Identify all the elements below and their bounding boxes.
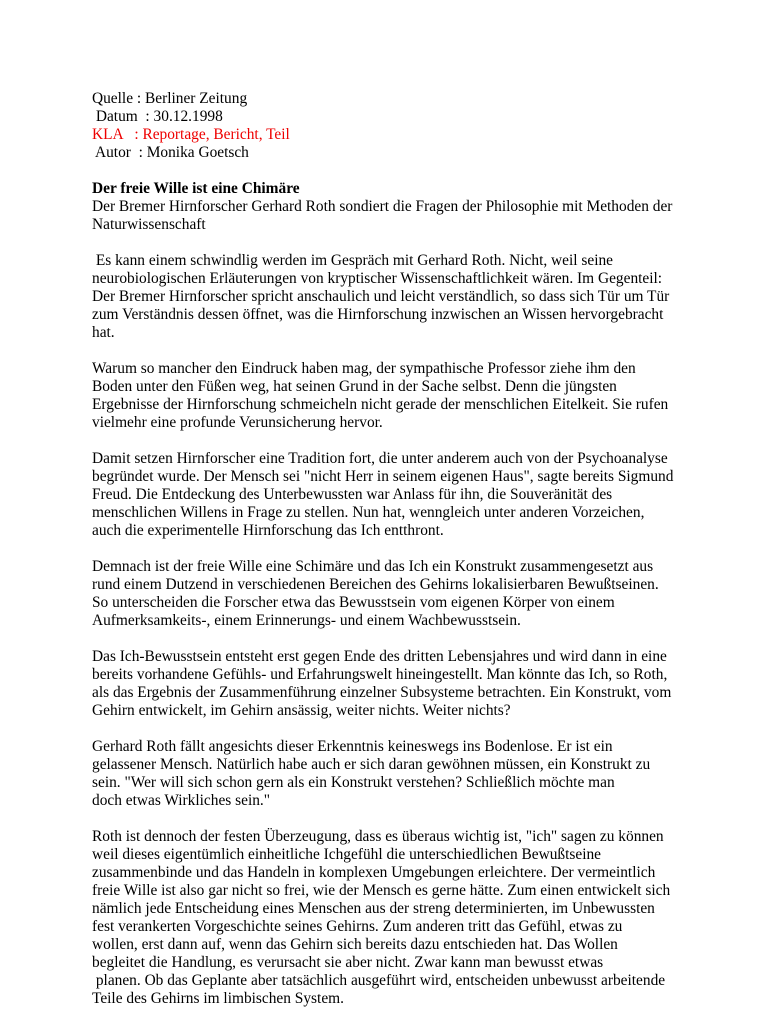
metadata-block <box>92 90 712 162</box>
paragraph-line: zusammenbinde und das Handeln in komplexen Umgebungen erleichtere. Der vermeintlich <box>92 864 656 881</box>
paragraph-line: Teile des Gehirns im limbischen System. <box>92 990 344 1007</box>
meta-kla: KLA : Reportage, Bericht, Teil <box>92 126 290 143</box>
paragraph-line: neurobiologischen Erläuterungen von kryptischer Wissenschaftlichkeit wären. Im Gegenteil: <box>92 270 663 287</box>
paragraph-line: Freud. Die Entdeckung des Unterbewussten war Anlass für ihn, die Souveränität des <box>92 486 613 503</box>
paragraph-line: rund einem Dutzend in verschiedenen Bereichen des Gehirns lokalisierbaren Bewußtseinen. <box>92 576 659 593</box>
article-body <box>92 252 712 1008</box>
paragraph-line: Boden unter den Füßen weg, hat seinen Grund in der Sache selbst. Denn die jüngsten <box>92 378 617 395</box>
article-subtitle <box>92 198 712 234</box>
paragraph-line: doch etwas Wirkliches sein." <box>92 792 271 809</box>
paragraph-line: planen. Ob das Geplante aber tatsächlich ausgeführt wird, entscheiden unbewusst arbeitende <box>92 972 666 989</box>
subtitle-line: Der Bremer Hirnforscher Gerhard Roth sondiert die Fragen der Philosophie mit Methoden der <box>92 198 673 215</box>
article-paragraph <box>92 828 712 1008</box>
document-page <box>92 90 712 1008</box>
paragraph-line: begleitet die Handlung, es verursacht sie aber nicht. Zwar kann man bewusst etwas <box>92 954 604 971</box>
meta-date: Datum : 30.12.1998 <box>92 108 223 125</box>
paragraph-line: begründet wurde. Der Mensch sei "nicht Herr in seinem eigenen Haus", sagte bereits Sigmund <box>92 468 674 485</box>
subtitle-line: Naturwissenschaft <box>92 216 206 233</box>
paragraph-line: fest verankerten Vorgeschichte seines Gehirns. Zum anderen tritt das Gefühl, etwas zu <box>92 918 623 935</box>
article-title: Der freie Wille ist eine Chimäre <box>92 180 300 197</box>
meta-source: Quelle : Berliner Zeitung <box>92 90 248 107</box>
paragraph-line: Demnach ist der freie Wille eine Schimäre und das Ich ein Konstrukt zusammengesetzt aus <box>92 558 654 575</box>
paragraph-line: nämlich jede Entscheidung eines Menschen aus der streng determinierten, im Unbewussten <box>92 900 655 917</box>
paragraph-line: menschlichen Willens in Frage zu stellen. Nun hat, wenngleich unter anderen Vorzeichen, <box>92 504 645 521</box>
paragraph-line: bereits vorhandene Gefühls- und Erfahrungswelt hineingestellt. Man könnte das Ich, so Roth, <box>92 666 668 683</box>
paragraph-line: Aufmerksamkeits-, einem Erinnerungs- und einem Wachbewusstsein. <box>92 612 521 629</box>
paragraph-line: So unterscheiden die Forscher etwa das Bewusstsein vom eigenen Körper von einem <box>92 594 615 611</box>
paragraph-line: Der Bremer Hirnforscher spricht anschaulich und leicht verständlich, so dass sich Tür um Tür <box>92 288 670 305</box>
article-paragraph <box>92 360 712 432</box>
paragraph-line: Das Ich-Bewusstsein entsteht erst gegen Ende des dritten Lebensjahres und wird dann in eine <box>92 648 667 665</box>
paragraph-line: freie Wille ist also gar nicht so frei, wie der Mensch es gerne hätte. Zum einen entwickelt sich <box>92 882 671 899</box>
article-paragraph <box>92 450 712 540</box>
paragraph-line: Es kann einem schwindlig werden im Gespräch mit Gerhard Roth. Nicht, weil seine <box>92 252 614 269</box>
paragraph-line: als das Ergebnis der Zusammenführung einzelner Subsysteme betrachten. Ein Konstrukt, vom <box>92 684 672 701</box>
paragraph-line: Damit setzen Hirnforscher eine Tradition fort, die unter anderem auch von der Psychoanalyse <box>92 450 668 467</box>
article-paragraph <box>92 252 712 342</box>
paragraph-line: sein. "Wer will sich schon gern als ein Konstrukt verstehen? Schließlich möchte man <box>92 774 615 791</box>
paragraph-line: Roth ist dennoch der festen Überzeugung, dass es überaus wichtig ist, "ich" sagen zu können <box>92 828 664 845</box>
paragraph-line: hat. <box>92 324 115 341</box>
paragraph-line: auch die experimentelle Hirnforschung das Ich entthront. <box>92 522 444 539</box>
paragraph-line: Gehirn entwickelt, im Gehirn ansässig, weiter nichts. Weiter nichts? <box>92 702 511 719</box>
paragraph-line: weil dieses eigentümlich einheitliche Ichgefühl die unterschiedlichen Bewußtseine <box>92 846 602 863</box>
paragraph-line: Gerhard Roth fällt angesichts dieser Erkenntnis keineswegs ins Bodenlose. Er ist ein <box>92 738 613 755</box>
article-paragraph <box>92 648 712 720</box>
paragraph-line: zum Verständnis dessen öffnet, was die Hirnforschung inzwischen an Wissen hervorgebracht <box>92 306 664 323</box>
paragraph-line: gelassener Mensch. Natürlich habe auch er sich daran gewöhnen müssen, ein Konstrukt zu <box>92 756 651 773</box>
article-paragraph <box>92 738 712 810</box>
meta-author: Autor : Monika Goetsch <box>92 144 249 161</box>
paragraph-line: Ergebnisse der Hirnforschung schmeicheln nicht gerade der menschlichen Eitelkeit. Sie rufen <box>92 396 669 413</box>
paragraph-line: wollen, erst dann auf, wenn das Gehirn sich bereits dazu entschieden hat. Das Wollen <box>92 936 618 953</box>
paragraph-line: Warum so mancher den Eindruck haben mag, der sympathische Professor ziehe ihm den <box>92 360 636 377</box>
article-paragraph <box>92 558 712 630</box>
paragraph-line: vielmehr eine profunde Verunsicherung hervor. <box>92 414 383 431</box>
